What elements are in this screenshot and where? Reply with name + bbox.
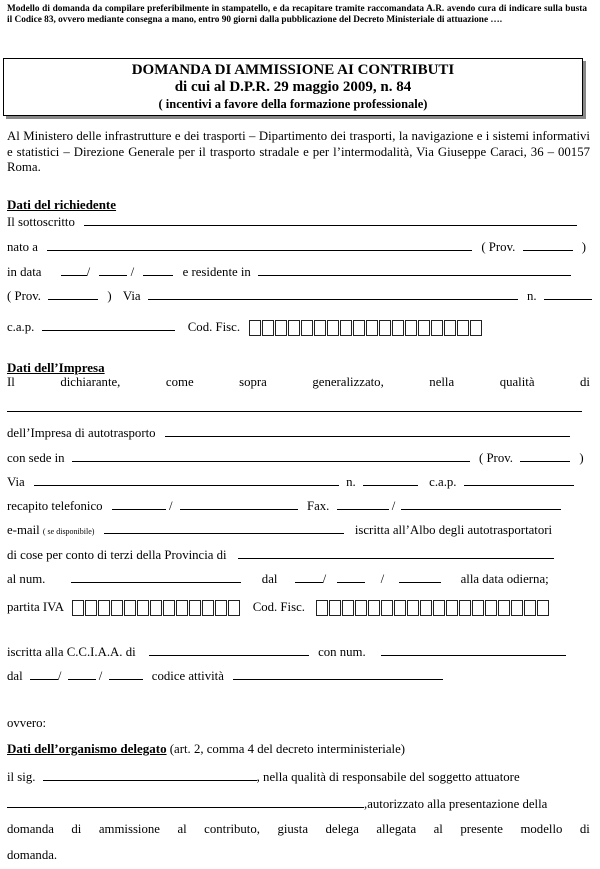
recipient-address: Al Ministero delle infrastrutture e dei trasporti – Dipartimento dei trasporti, la navigazione e i sistemi informativi e statistici – Direzione Generale per il trasporto stradale e per l’intermodalità, Via Giuseppe Caraci, 36 – 00157 Roma. [7,129,590,174]
row-al-num: al num. dal / / alla data odierna; [7,572,549,586]
paren-close-2: ) [107,289,112,303]
section-heading-richiedente: Dati del richiedente [7,197,117,212]
label-codice-attivita: codice attività [151,669,224,683]
dal2-year-field[interactable] [109,667,143,680]
cciaa-field[interactable] [149,643,309,656]
label-sottoscritto: Il sottoscritto [7,215,75,229]
label-con-num: con num. [318,645,366,659]
fax-prefix-field[interactable] [337,497,389,510]
dal2-day-field[interactable] [30,667,58,680]
residente-field[interactable] [258,263,571,276]
intro-instructions: Modello di domanda da compilare preferibilmente in stampatello, e da recapitare tramite raccomandata A.R. avendo cura di indicare sulla busta il Codice 83, ovvero mediante consegna a mano, entro 90 giorni dalla pubblicazione del Decreto Ministeriale di attuazione …. [7,4,587,26]
label-cap: c.a.p. [7,320,35,334]
row-recapito: recapito telefonico / Fax. / [7,497,561,514]
month-field[interactable] [99,263,127,276]
partita-iva-boxes[interactable] [72,600,241,616]
phone-field[interactable] [180,497,298,510]
cod-fisc-boxes[interactable] [249,320,483,336]
label-email: e-mail [7,523,40,537]
label-cod-fisc: Cod. Fisc. [187,320,241,334]
label-cose: di cose per conto di terzi della Provincia di [7,548,227,562]
cap-field[interactable] [42,318,175,331]
row-nato-a [7,238,586,255]
label-partita-iva: partita IVA [7,600,64,614]
word: dichiarante, [60,375,121,389]
sig-field[interactable] [43,768,257,781]
label-in-data: in data [7,265,42,279]
row-con-sede [7,449,584,466]
paren-close-3: ) [579,451,584,465]
provincia-field[interactable] [238,546,554,559]
word: Il [7,375,15,389]
n-2-field[interactable] [363,473,418,486]
word: qualità [499,375,535,389]
paren-close: ) [581,240,587,254]
word: allegata [376,822,417,836]
label-prov-2: ( Prov. [7,289,42,303]
word: nella [429,375,455,389]
label-iscritta-albo: iscritta all’Albo degli autotrasportatori [354,523,553,537]
row-dal-codice: dal / / codice attività [7,667,443,684]
prov-field[interactable] [523,238,573,251]
label-n-2: n. [346,475,356,489]
label-impresa-auto: dell’Impresa di autotrasporto [7,426,156,440]
n-field[interactable] [544,287,592,300]
word: modello [520,822,563,836]
label-n: n. [527,289,537,303]
word: giusta [277,822,309,836]
label-sig: il sig. [7,770,36,784]
row-partita-iva [7,600,550,616]
soggetto-field[interactable] [7,795,364,808]
label-dal: dal [261,572,278,586]
word: di [580,375,590,389]
via-2-field[interactable] [34,473,339,486]
word: contributo, [204,822,260,836]
row-prov-via [7,287,592,304]
sottoscritto-field[interactable] [84,213,577,226]
label-residente: e residente in [182,265,251,279]
dal-year-field[interactable] [399,570,441,583]
word: generalizzato, [312,375,384,389]
phone-prefix-field[interactable] [112,497,166,510]
cod-fisc-2-boxes[interactable] [316,600,550,616]
label-via-2: Via [7,475,25,489]
al-num-field[interactable] [71,570,241,583]
label-cciaa: iscritta alla C.C.I.A.A. di [7,645,136,659]
word: come [165,375,194,389]
row-organismo-heading [7,741,405,757]
row-via-impresa [7,473,574,490]
label-email-note: ( se disponibile) [42,527,95,536]
row-cap-codfisc [7,318,483,336]
word: al [433,822,443,836]
dal-day-field[interactable] [295,570,323,583]
word: di [71,822,82,836]
title-line-3: ( incentivi a favore della formazione professionale) [158,97,428,111]
section-heading-impresa: Dati dell’Impresa [7,360,105,375]
label-qualita-resp: , nella qualità di responsabile del soggetto attuatore [256,770,520,784]
row-impresa-auto [7,424,570,441]
row-dichiarante [7,375,590,390]
prov-3-field[interactable] [520,449,570,462]
label-cap-2: c.a.p. [429,475,457,489]
organismo-note: (art. 2, comma 4 del decreto interministeriale) [169,742,406,756]
row-sig [7,768,520,785]
word: sopra [239,375,267,389]
prov-2-field[interactable] [48,287,98,300]
domanda-end: domanda. [7,848,58,862]
label-data-odierna: alla data odierna; [460,572,549,586]
word: domanda [7,822,54,836]
year-field[interactable] [143,263,173,276]
row-soggetto [7,795,547,812]
label-prov: ( Prov. [481,240,516,254]
title-box [3,58,583,116]
cap-2-field[interactable] [464,473,574,486]
con-num-field[interactable] [381,643,566,656]
label-con-sede: con sede in [7,451,65,465]
row-sottoscritto [7,213,577,230]
row-cose [7,546,554,563]
dal2-month-field[interactable] [68,667,96,680]
email-field[interactable] [104,521,344,534]
word: delega [325,822,359,836]
dal-month-field[interactable] [337,570,365,583]
codice-attivita-field[interactable] [233,667,443,680]
row-in-data: in data / / e residente in [7,263,571,280]
label-dal-2: dal [7,669,23,683]
ovvero-text: ovvero: [7,716,47,730]
con-sede-field[interactable] [72,449,470,462]
label-prov-3: ( Prov. [478,451,513,465]
word: di [579,822,590,836]
day-field[interactable] [61,263,87,276]
qualita-field[interactable] [7,399,582,412]
word: al [177,822,187,836]
row-cciaa [7,643,566,660]
fax-field[interactable] [401,497,561,510]
word: ammissione [98,822,160,836]
title-line-2: di cui al D.P.R. 29 maggio 2009, n. 84 [174,79,412,95]
title-line-1: DOMANDA DI AMMISSIONE AI CONTRIBUTI [131,62,455,78]
row-email [7,521,552,538]
word: presente [460,822,503,836]
label-recapito: recapito telefonico [7,499,103,513]
row-qualita-line [7,399,582,416]
nato-a-field[interactable] [47,238,472,251]
label-via: Via [122,289,141,303]
row-domanda [7,822,590,837]
section-heading-organismo: Dati dell’organismo delegato [7,741,167,756]
impresa-auto-field[interactable] [165,424,570,437]
label-nato-a: nato a [7,240,38,254]
label-al-num: al num. [7,572,46,586]
label-autorizzato: ,autorizzato alla presentazione della [364,797,548,811]
label-fax: Fax. [306,499,330,513]
via-field[interactable] [148,287,518,300]
label-cod-fisc-2: Cod. Fisc. [252,600,305,614]
